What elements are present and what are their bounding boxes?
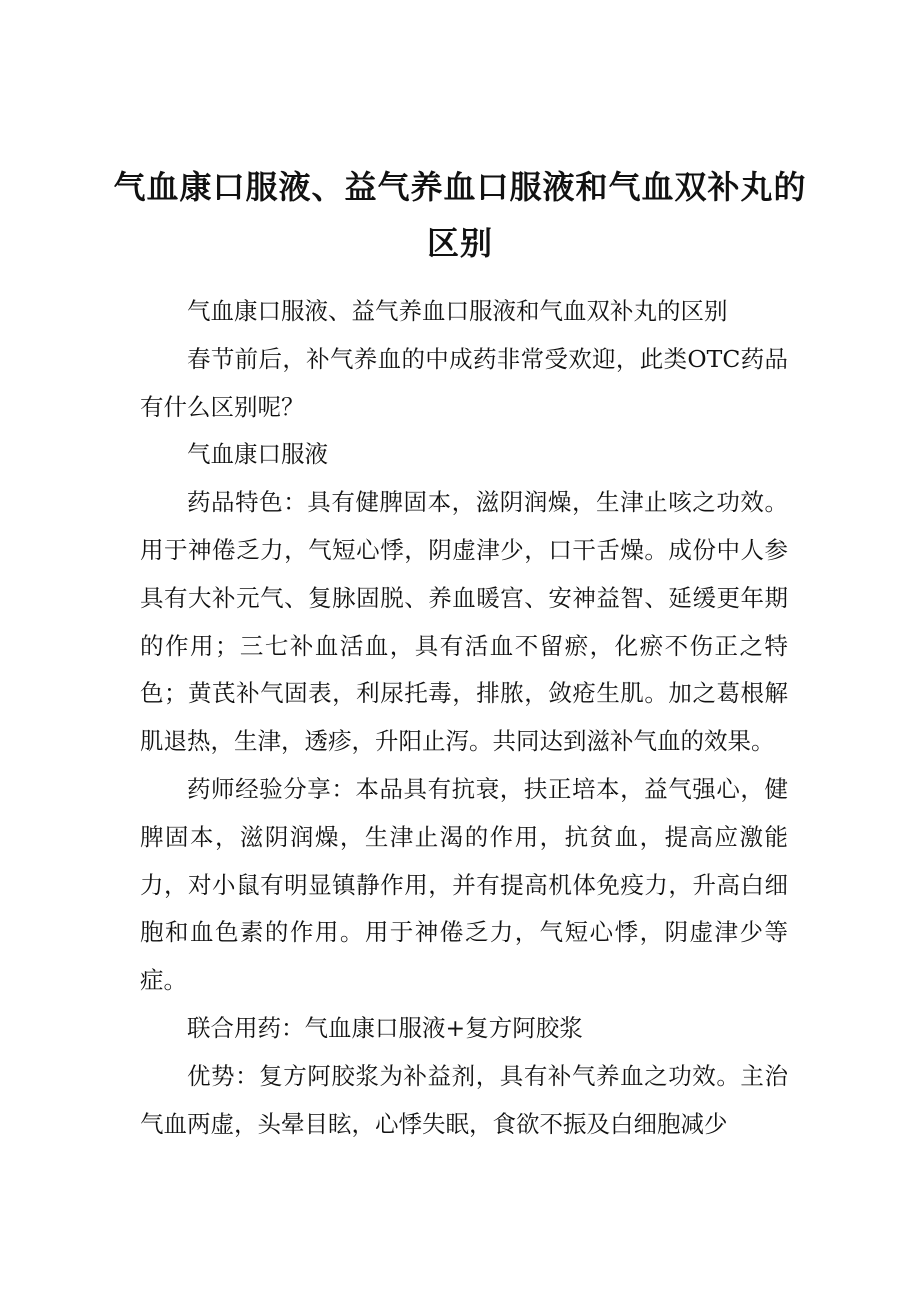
paragraph-pharmacist-experience: 药师经验分享：本品具有抗衰，扶正培本，益气强心，健脾固本，滋阴润燥，生津止渴的作用，抗贫血，提高应激能力，对小鼠有明显镇静作用，并有提高机体免疫力，升高白细胞和血色素的作用。用于神倦乏力，气短心悸，阴虚津少等症。 <box>140 774 788 995</box>
paragraph-advantage: 优势：复方阿胶浆为补益剂，具有补气养血之功效。主治气血两虚，头晕目眩，心悸失眠，食欲不振及白细胞减少 <box>140 1061 788 1138</box>
paragraph-subtitle: 气血康口服液、益气养血口服液和气血双补丸的区别 <box>187 297 728 325</box>
paragraph-combination: 联合用药：气血康口服液+复方阿胶浆 <box>187 1013 583 1042</box>
section-heading-qixuekang: 气血康口服液 <box>187 440 328 469</box>
paragraph-drug-features: 药品特色：具有健脾固本，滋阴润燥，生津止咳之功效。用于神倦乏力，气短心悸，阴虚津少，口干舌燥。成份中人参具有大补元气、复脉固脱、养血暖宫、安神益智、延缓更年期的作用；三七补血活血，具有活血不留瘀，化瘀不伤正之特色；黄芪补气固表，利尿托毒，排脓，敛疮生肌。加之葛根解肌退热，生津，透疹，升阳止泻。共同达到滋补气血的效果。 <box>140 488 788 756</box>
document-title: 气血康口服液、益气养血口服液和气血双补丸的区别 <box>113 168 807 263</box>
paragraph-intro: 春节前后，补气养血的中成药非常受欢迎，此类OTC药品有什么区别呢？ <box>140 344 788 421</box>
document-body <box>140 288 788 1148</box>
